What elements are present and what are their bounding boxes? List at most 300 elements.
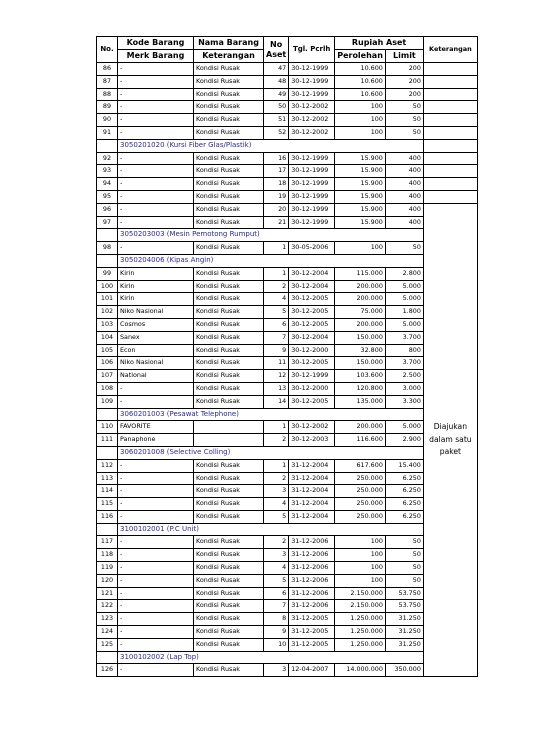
cell-merk: - (118, 242, 194, 255)
col-rupiah-aset-header: Rupiah Aset (335, 37, 424, 50)
cell-limit: 5.000 (385, 421, 423, 434)
cell-keterangan-empty (423, 75, 477, 88)
cell-limit: 3.700 (385, 331, 423, 344)
cell-keterangan: Kondisi Rusak (194, 498, 264, 511)
group-row (97, 408, 478, 421)
cell-keterangan: Kondisi Rusak (194, 370, 264, 383)
cell-tgl: 30-12-1999 (289, 190, 335, 203)
cell-no: 95 (97, 190, 118, 203)
cell-no: 109 (97, 395, 118, 408)
cell-keterangan: Kondisi Rusak (194, 395, 264, 408)
cell-merk: Econ (118, 344, 194, 357)
cell-merk: - (118, 63, 194, 76)
cell-keterangan: Kondisi Rusak (194, 472, 264, 485)
cell-no: 92 (97, 152, 118, 165)
cell-limit: 50 (385, 114, 423, 127)
cell-merk: Kirin (118, 267, 194, 280)
cell-no: 91 (97, 126, 118, 139)
col-merk-barang-header: Merk Barang (118, 50, 194, 63)
cell-perolehan: 15.900 (335, 165, 386, 178)
col-nama-barang-header: Nama Barang (194, 37, 264, 50)
table-row (97, 344, 478, 357)
cell-keterangan: Kondisi Rusak (194, 549, 264, 562)
cell-perolehan: 15.900 (335, 190, 386, 203)
cell-keterangan: Kondisi Rusak (194, 152, 264, 165)
cell-keterangan: Kondisi Rusak (194, 63, 264, 76)
cell-merk: - (118, 549, 194, 562)
cell-tgl: 30-12-2002 (289, 126, 335, 139)
cell-no-aset: 8 (264, 613, 289, 626)
cell-tgl: 30-12-1999 (289, 178, 335, 191)
cell-limit: 5.000 (385, 280, 423, 293)
cell-limit: 800 (385, 344, 423, 357)
cell-no: 94 (97, 178, 118, 191)
cell-merk: - (118, 600, 194, 613)
cell-tgl: 30-12-2004 (289, 280, 335, 293)
cell-merk: - (118, 203, 194, 216)
cell-limit: 31.250 (385, 638, 423, 651)
cell-limit: 50 (385, 536, 423, 549)
cell-merk: - (118, 498, 194, 511)
cell-merk: Niko Nasional (118, 306, 194, 319)
cell-tgl: 30-12-1999 (289, 152, 335, 165)
cell-perolehan: 15.900 (335, 203, 386, 216)
cell-tgl: 30-12-2005 (289, 395, 335, 408)
table-row (97, 357, 478, 370)
cell-no-aset: 4 (264, 293, 289, 306)
cell-keterangan: Kondisi Rusak (194, 75, 264, 88)
cell-no: 104 (97, 331, 118, 344)
table-row (97, 382, 478, 395)
cell-perolehan: 10.600 (335, 88, 386, 101)
cell-tgl: 30-12-1999 (289, 63, 335, 76)
table-row (97, 600, 478, 613)
cell-no-aset: 6 (264, 587, 289, 600)
cell-tgl: 30-12-2005 (289, 318, 335, 331)
cell-limit: 1.800 (385, 306, 423, 319)
cell-limit: 50 (385, 574, 423, 587)
table-row (97, 510, 478, 523)
cell-limit: 50 (385, 549, 423, 562)
cell-keterangan-empty (423, 165, 477, 178)
cell-tgl: 30-12-1999 (289, 203, 335, 216)
cell-merk: - (118, 88, 194, 101)
cell-limit: 15.400 (385, 459, 423, 472)
cell-limit: 2.800 (385, 267, 423, 280)
cell-no-aset: 13 (264, 382, 289, 395)
cell-tgl: 30-12-2005 (289, 306, 335, 319)
cell-tgl: 30-12-1999 (289, 165, 335, 178)
cell-no: 119 (97, 562, 118, 575)
cell-no-aset: 21 (264, 216, 289, 229)
cell-limit: 400 (385, 216, 423, 229)
cell-keterangan: Kondisi Rusak (194, 318, 264, 331)
cell-keterangan (194, 421, 264, 434)
cell-perolehan: 200.000 (335, 421, 386, 434)
cell-no: 88 (97, 88, 118, 101)
cell-no-aset: 9 (264, 344, 289, 357)
cell-merk: Kirin (118, 280, 194, 293)
group-spacer (97, 254, 118, 267)
cell-tgl: 31-12-2005 (289, 626, 335, 639)
cell-perolehan: 2.150.000 (335, 587, 386, 600)
table-row (97, 421, 478, 434)
cell-merk: - (118, 165, 194, 178)
cell-no: 112 (97, 459, 118, 472)
cell-perolehan: 15.900 (335, 152, 386, 165)
cell-merk: - (118, 395, 194, 408)
cell-limit: 50 (385, 101, 423, 114)
cell-keterangan: Kondisi Rusak (194, 485, 264, 498)
cell-perolehan: 100 (335, 562, 386, 575)
cell-no-aset: 19 (264, 190, 289, 203)
cell-tgl: 31-12-2006 (289, 549, 335, 562)
cell-no-aset: 4 (264, 562, 289, 575)
cell-no-aset: 16 (264, 152, 289, 165)
group-spacer (97, 523, 118, 536)
cell-keterangan: Kondisi Rusak (194, 165, 264, 178)
cell-keterangan-empty (423, 114, 477, 127)
cell-keterangan: Kondisi Rusak (194, 101, 264, 114)
group-label: 3050201020 (Kursi Fiber Glas/Plastik) (118, 139, 424, 152)
col-no-header: No. (97, 37, 118, 63)
cell-no: 108 (97, 382, 118, 395)
table-row (97, 242, 478, 255)
table-row (97, 165, 478, 178)
cell-keterangan: Kondisi Rusak (194, 114, 264, 127)
cell-tgl: 31-12-2004 (289, 485, 335, 498)
cell-limit: 6.250 (385, 498, 423, 511)
cell-limit: 200 (385, 88, 423, 101)
cell-merk: - (118, 101, 194, 114)
cell-merk: - (118, 485, 194, 498)
cell-no: 110 (97, 421, 118, 434)
cell-limit: 6.250 (385, 510, 423, 523)
cell-tgl: 30-12-1999 (289, 88, 335, 101)
col-no-aset-header: No Aset (264, 37, 289, 63)
table-row (97, 395, 478, 408)
cell-no-aset: 1 (264, 242, 289, 255)
group-row (97, 651, 478, 664)
cell-limit: 6.250 (385, 485, 423, 498)
cell-tgl: 30-12-2005 (289, 357, 335, 370)
cell-no: 116 (97, 510, 118, 523)
cell-no: 90 (97, 114, 118, 127)
cell-no-aset: 6 (264, 318, 289, 331)
cell-keterangan: Kondisi Rusak (194, 536, 264, 549)
cell-limit: 5.000 (385, 318, 423, 331)
cell-perolehan: 150.000 (335, 357, 386, 370)
cell-keterangan-empty (423, 152, 477, 165)
cell-keterangan: Kondisi Rusak (194, 344, 264, 357)
cell-merk: - (118, 664, 194, 677)
cell-perolehan: 10.600 (335, 75, 386, 88)
cell-keterangan: Kondisi Rusak (194, 626, 264, 639)
cell-perolehan: 1.250.000 (335, 613, 386, 626)
cell-perolehan: 120.800 (335, 382, 386, 395)
cell-no-aset: 48 (264, 75, 289, 88)
table-row (97, 63, 478, 76)
cell-limit: 400 (385, 178, 423, 191)
cell-perolehan: 617.600 (335, 459, 386, 472)
cell-tgl: 31-12-2006 (289, 536, 335, 549)
cell-no: 114 (97, 485, 118, 498)
table-row (97, 498, 478, 511)
cell-merk: - (118, 638, 194, 651)
cell-tgl: 31-12-2004 (289, 459, 335, 472)
table-row (97, 293, 478, 306)
cell-perolehan: 10.600 (335, 63, 386, 76)
cell-keterangan-empty (423, 139, 477, 152)
table-row (97, 203, 478, 216)
cell-perolehan: 200.000 (335, 318, 386, 331)
table-row (97, 626, 478, 639)
cell-perolehan: 116.600 (335, 434, 386, 447)
cell-limit: 400 (385, 165, 423, 178)
cell-keterangan: Kondisi Rusak (194, 382, 264, 395)
cell-keterangan (194, 434, 264, 447)
cell-merk: - (118, 75, 194, 88)
merged-keterangan-note: Diajukan dalam satu paket (423, 203, 477, 676)
cell-keterangan: Kondisi Rusak (194, 293, 264, 306)
cell-perolehan: 100 (335, 114, 386, 127)
cell-keterangan: Kondisi Rusak (194, 242, 264, 255)
cell-perolehan: 100 (335, 242, 386, 255)
cell-merk: - (118, 216, 194, 229)
table-row (97, 434, 478, 447)
cell-perolehan: 15.900 (335, 178, 386, 191)
cell-perolehan: 100 (335, 126, 386, 139)
cell-keterangan: Kondisi Rusak (194, 587, 264, 600)
cell-no: 121 (97, 587, 118, 600)
cell-merk: - (118, 587, 194, 600)
cell-perolehan: 14.000.000 (335, 664, 386, 677)
table-row (97, 536, 478, 549)
cell-limit: 50 (385, 562, 423, 575)
cell-keterangan-empty (423, 178, 477, 191)
cell-limit: 50 (385, 126, 423, 139)
cell-tgl: 30-12-2002 (289, 101, 335, 114)
cell-tgl: 31-12-2006 (289, 562, 335, 575)
table-row (97, 114, 478, 127)
cell-no-aset: 5 (264, 574, 289, 587)
cell-limit: 50 (385, 242, 423, 255)
group-row (97, 523, 478, 536)
cell-limit: 53.750 (385, 600, 423, 613)
cell-tgl: 31-12-2005 (289, 638, 335, 651)
group-spacer (97, 651, 118, 664)
cell-perolehan: 15.900 (335, 216, 386, 229)
cell-tgl: 31-12-2004 (289, 510, 335, 523)
cell-no-aset: 7 (264, 331, 289, 344)
cell-limit: 5.000 (385, 293, 423, 306)
cell-limit: 3.000 (385, 382, 423, 395)
cell-no: 115 (97, 498, 118, 511)
table-row (97, 267, 478, 280)
cell-no: 105 (97, 344, 118, 357)
table-row (97, 318, 478, 331)
cell-no-aset: 7 (264, 600, 289, 613)
cell-limit: 6.250 (385, 472, 423, 485)
table-row (97, 190, 478, 203)
cell-limit: 31.250 (385, 626, 423, 639)
cell-merk: FAVORITE (118, 421, 194, 434)
cell-keterangan: Kondisi Rusak (194, 613, 264, 626)
table-row (97, 331, 478, 344)
table-row (97, 178, 478, 191)
cell-no-aset: 49 (264, 88, 289, 101)
table-row (97, 75, 478, 88)
cell-no-aset: 2 (264, 280, 289, 293)
cell-no-aset: 5 (264, 306, 289, 319)
cell-no: 117 (97, 536, 118, 549)
cell-merk: - (118, 510, 194, 523)
cell-tgl: 31-12-2006 (289, 587, 335, 600)
cell-limit: 3.700 (385, 357, 423, 370)
cell-keterangan: Kondisi Rusak (194, 510, 264, 523)
cell-keterangan: Kondisi Rusak (194, 126, 264, 139)
cell-no-aset: 5 (264, 510, 289, 523)
cell-no: 87 (97, 75, 118, 88)
cell-tgl: 30-12-2002 (289, 421, 335, 434)
cell-no-aset: 20 (264, 203, 289, 216)
cell-no-aset: 4 (264, 498, 289, 511)
cell-no-aset: 3 (264, 485, 289, 498)
cell-no: 86 (97, 63, 118, 76)
table-row (97, 562, 478, 575)
cell-no: 118 (97, 549, 118, 562)
cell-limit: 2.900 (385, 434, 423, 447)
cell-no-aset: 12 (264, 370, 289, 383)
cell-no: 102 (97, 306, 118, 319)
cell-no-aset: 18 (264, 178, 289, 191)
cell-tgl: 30-12-2002 (289, 114, 335, 127)
cell-tgl: 31-12-2004 (289, 498, 335, 511)
cell-perolehan: 250.000 (335, 498, 386, 511)
cell-merk: Kirin (118, 293, 194, 306)
cell-tgl: 31-12-2006 (289, 600, 335, 613)
cell-no-aset: 2 (264, 434, 289, 447)
cell-perolehan: 200.000 (335, 280, 386, 293)
cell-keterangan: Kondisi Rusak (194, 88, 264, 101)
asset-table (96, 36, 478, 677)
col-keterangan-sub-header: Keterangan (194, 50, 264, 63)
cell-tgl: 30-12-2000 (289, 382, 335, 395)
table-row (97, 613, 478, 626)
cell-merk: - (118, 152, 194, 165)
cell-merk: - (118, 114, 194, 127)
cell-limit: 53.750 (385, 587, 423, 600)
group-spacer (97, 446, 118, 459)
cell-no: 106 (97, 357, 118, 370)
cell-limit: 31.250 (385, 613, 423, 626)
cell-tgl: 30-12-1999 (289, 216, 335, 229)
cell-merk: Panaphone (118, 434, 194, 447)
cell-keterangan: Kondisi Rusak (194, 331, 264, 344)
cell-perolehan: 250.000 (335, 472, 386, 485)
cell-tgl: 30-12-1999 (289, 75, 335, 88)
cell-tgl: 30-12-2004 (289, 331, 335, 344)
cell-tgl: 12-04-2007 (289, 664, 335, 677)
cell-no: 93 (97, 165, 118, 178)
cell-perolehan: 1.250.000 (335, 638, 386, 651)
cell-merk: - (118, 613, 194, 626)
group-spacer (97, 408, 118, 421)
cell-merk: - (118, 190, 194, 203)
cell-keterangan-empty (423, 126, 477, 139)
cell-merk: Sanex (118, 331, 194, 344)
cell-merk: - (118, 536, 194, 549)
cell-no-aset: 3 (264, 664, 289, 677)
cell-keterangan-empty (423, 101, 477, 114)
col-perolehan-header: Perolehan (335, 50, 386, 63)
cell-keterangan: Kondisi Rusak (194, 638, 264, 651)
cell-perolehan: 103.600 (335, 370, 386, 383)
table-row (97, 638, 478, 651)
cell-no-aset: 14 (264, 395, 289, 408)
cell-merk: - (118, 126, 194, 139)
cell-no-aset: 50 (264, 101, 289, 114)
cell-no-aset: 2 (264, 536, 289, 549)
cell-no-aset: 47 (264, 63, 289, 76)
cell-tgl: 30-12-2000 (289, 344, 335, 357)
cell-no: 97 (97, 216, 118, 229)
cell-no-aset: 2 (264, 472, 289, 485)
group-label: 3050204006 (Kipas Angin) (118, 254, 424, 267)
cell-no: 126 (97, 664, 118, 677)
cell-perolehan: 200.000 (335, 293, 386, 306)
group-row (97, 139, 478, 152)
cell-merk: - (118, 562, 194, 575)
cell-perolehan: 100 (335, 536, 386, 549)
table-row (97, 88, 478, 101)
cell-perolehan: 150.000 (335, 331, 386, 344)
cell-keterangan: Kondisi Rusak (194, 357, 264, 370)
cell-keterangan: Kondisi Rusak (194, 216, 264, 229)
cell-no: 103 (97, 318, 118, 331)
cell-perolehan: 135.000 (335, 395, 386, 408)
cell-merk: National (118, 370, 194, 383)
cell-merk: Cosmos (118, 318, 194, 331)
cell-limit: 200 (385, 63, 423, 76)
table-body (97, 63, 478, 677)
cell-no: 96 (97, 203, 118, 216)
cell-keterangan: Kondisi Rusak (194, 574, 264, 587)
cell-perolehan: 1.250.000 (335, 626, 386, 639)
cell-merk: - (118, 574, 194, 587)
cell-no-aset: 3 (264, 549, 289, 562)
cell-perolehan: 32.800 (335, 344, 386, 357)
cell-no-aset: 1 (264, 421, 289, 434)
cell-merk: - (118, 459, 194, 472)
table-row (97, 485, 478, 498)
col-tgl-header: Tgl. Pcrlh (289, 37, 335, 63)
table-row (97, 306, 478, 319)
group-label: 3060201008 (Selective Colling) (118, 446, 424, 459)
cell-no: 111 (97, 434, 118, 447)
cell-no: 107 (97, 370, 118, 383)
cell-tgl: 31-12-2004 (289, 472, 335, 485)
cell-tgl: 30-12-1999 (289, 370, 335, 383)
cell-perolehan: 250.000 (335, 485, 386, 498)
cell-merk: - (118, 626, 194, 639)
cell-tgl: 30-12-2003 (289, 434, 335, 447)
cell-keterangan: Kondisi Rusak (194, 267, 264, 280)
cell-tgl: 31-12-2006 (289, 574, 335, 587)
group-label: 3060201003 (Pesawat Telephone) (118, 408, 424, 421)
cell-perolehan: 2.150.000 (335, 600, 386, 613)
cell-keterangan-empty (423, 190, 477, 203)
